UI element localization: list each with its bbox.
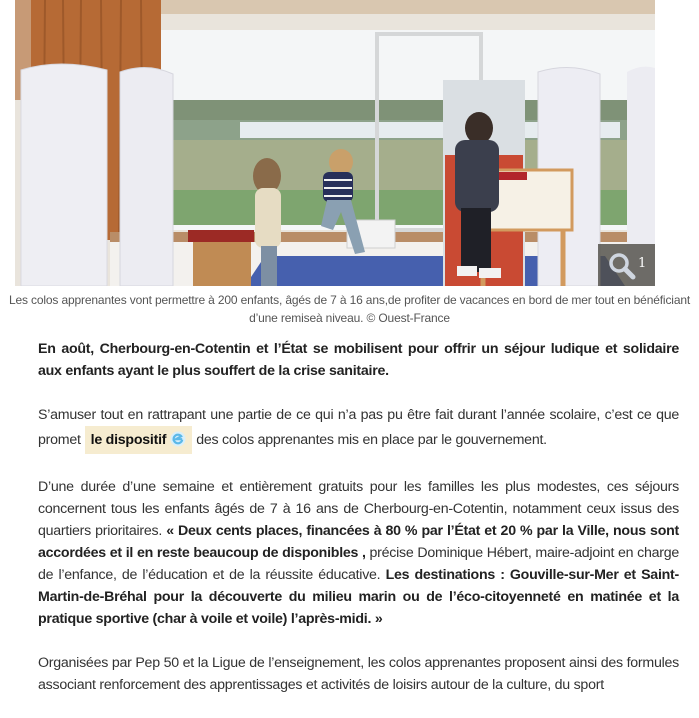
- paragraph-2-text-2: précise Dominique Hébert, maire-adjoint en charge de l’enfance, de l’éducation et de la réussite éducative.: [38, 545, 679, 583]
- magnifier-icon: [607, 251, 637, 281]
- paragraph-2-text-1: D’une durée d’une semaine et entièrement gratuits pour les familles les plus modestes, ces séjours concernent tous les enfants âgés de 7 à 16 ans de Cherbourg-en-Cotentin, notamment ceux issus des quartiers prioritaires.: [38, 479, 679, 539]
- photo-zoom-button[interactable]: [598, 244, 655, 286]
- paragraph-1-text-after: des colos apprenantes mis en place par le gouvernement.: [196, 432, 547, 448]
- quote-2: Les destinations : Gouville-sur-Mer et Saint-Martin-de-Bréhal pour la découverte du milieu marin ou de l’éco-citoyenneté en matinée et la pratique sportive (char à voile et voile) l’après-midi. »: [38, 567, 679, 627]
- paragraph-1-text-before: S’amuser tout en rattrapant une partie de ce qui n’a pas pu être fait durant l’année scolaire, c’est ce que promet: [38, 407, 679, 448]
- article-figure: [15, 0, 655, 286]
- article-body: [38, 338, 679, 718]
- photo-caption: Les colos apprenantes vont permettre à 200 enfants, âgés de 7 à 16 ans,de profiter de vacances en bord de mer tout en bénéficiant d’une remiseà niveau. © Ouest-France: [8, 293, 691, 325]
- paragraph-1: [38, 404, 679, 454]
- external-link-icon: [170, 431, 186, 447]
- article-photo[interactable]: [15, 0, 655, 286]
- paragraph-3: Organisées par Pep 50 et la Ligue de l’enseignement, les colos apprenantes proposent ainsi des formules associant renforcement des apprentissages et activités de loisirs autour de la culture, du sport: [38, 655, 679, 693]
- article-lead: En août, Cherbourg-en-Cotentin et l’État se mobilisent pour offrir un séjour ludique et solidaire aux enfants ayant le plus souffert de la crise sanitaire.: [38, 341, 679, 379]
- dispositif-link[interactable]: [85, 426, 193, 454]
- photo-count: 1: [638, 256, 647, 271]
- paragraph-2: [38, 474, 679, 630]
- quote-1: « Deux cents places, financées à 80 % par l’État et 20 % par la Ville, nous sont accordées et il en reste beaucoup de disponibles ,: [38, 523, 680, 561]
- dispositif-link-label: le dispositif: [90, 432, 167, 448]
